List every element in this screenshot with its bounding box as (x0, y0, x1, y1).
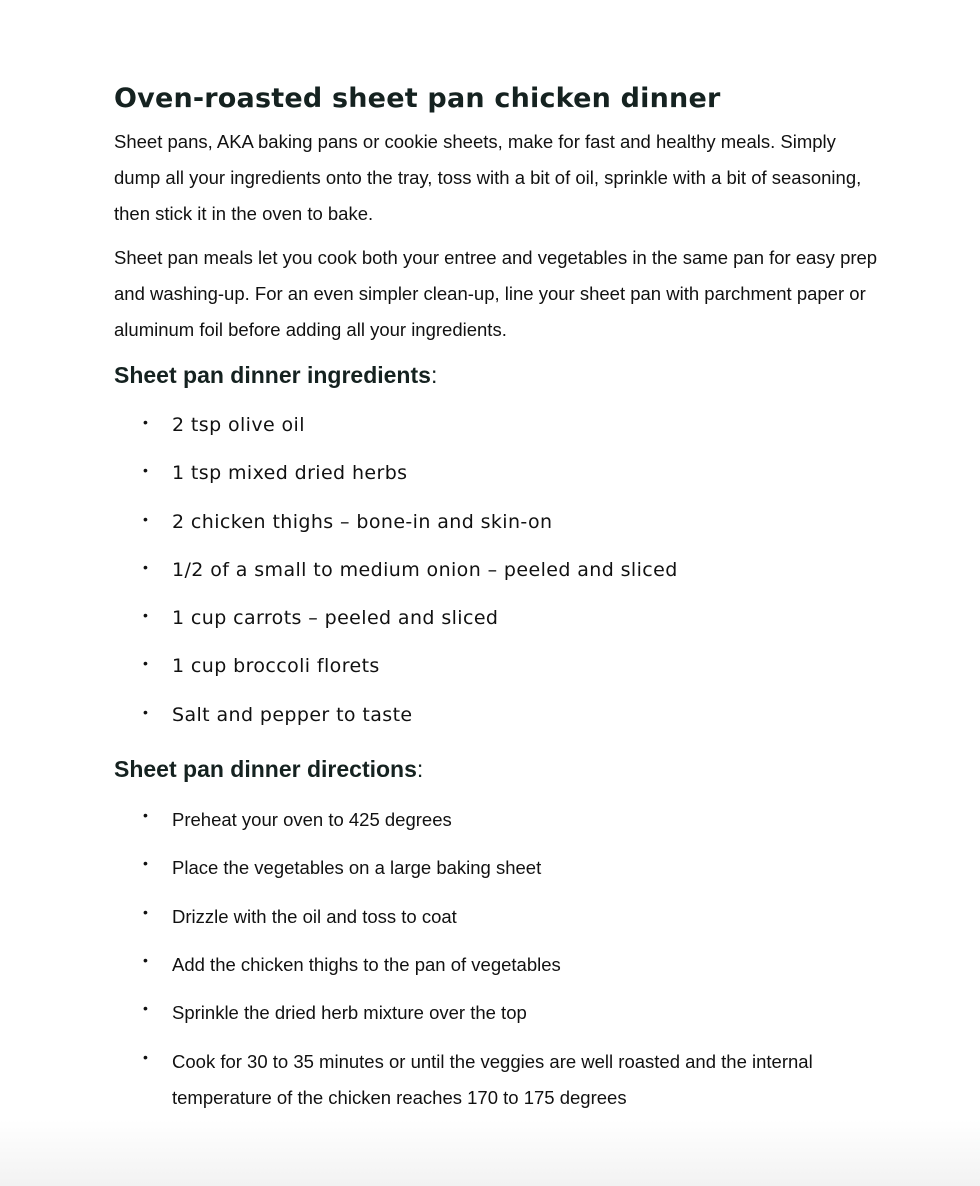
bullet-icon: • (143, 807, 148, 824)
page-title: Oven-roasted sheet pan chicken dinner (114, 83, 721, 114)
bullet-icon: • (143, 951, 148, 968)
bullet-icon: • (143, 558, 149, 575)
list-item (114, 653, 884, 679)
recipe-document (114, 80, 884, 1128)
ingredients-list (114, 412, 884, 728)
directions-heading-text: Sheet pan dinner directions (114, 756, 417, 783)
direction-text: Preheat your oven to 425 degrees (172, 809, 452, 831)
bullet-icon: • (143, 462, 149, 479)
bullet-icon: • (143, 607, 149, 624)
list-item (114, 509, 884, 535)
list-item (114, 850, 884, 886)
directions-list (114, 802, 884, 1115)
list-item (114, 702, 884, 728)
direction-text: Sprinkle the dried herb mixture over the top (172, 1002, 527, 1024)
ingredient-text: 2 tsp olive oil (172, 414, 305, 436)
bullet-icon: • (143, 903, 148, 920)
bullet-icon: • (143, 1048, 148, 1065)
bullet-icon: • (143, 703, 149, 720)
ingredients-heading-colon: : (430, 362, 438, 388)
list-item (114, 995, 884, 1031)
ingredient-text: Salt and pepper to taste (172, 703, 413, 726)
list-item (114, 899, 884, 935)
list-item (114, 802, 884, 838)
direction-text: Drizzle with the oil and toss to coat (172, 905, 457, 927)
direction-text: Add the chicken thighs to the pan of vegetables (172, 953, 561, 975)
bullet-icon: • (143, 510, 149, 527)
ingredient-text: 2 chicken thighs – bone-in and skin-on (172, 510, 553, 533)
list-item (114, 605, 884, 631)
list-item (114, 460, 884, 486)
directions-heading (114, 750, 884, 788)
bullet-icon: • (143, 855, 148, 872)
intro-paragraph-2: Sheet pan meals let you cook both your entree and vegetables in the same pan for easy prep and washing-up. For an even simpler clean-up, line your sheet pan with parchment paper or aluminum foil before adding all your ingredients. (114, 247, 878, 340)
intro-paragraph-1: Sheet pans, AKA baking pans or cookie sheets, make for fast and healthy meals. Simply dump all your ingredients onto the tray, toss with a bit of oil, sprinkle with a bit of seasoning, then stick it in the oven to bake. (114, 131, 862, 224)
ingredients-heading-text: Sheet pan dinner ingredients (114, 362, 431, 388)
ingredient-text: 1/2 of a small to medium onion – peeled and sliced (172, 558, 678, 581)
ingredient-text: 1 cup broccoli florets (172, 655, 380, 678)
list-item (114, 947, 884, 983)
ingredient-text: 1 cup carrots – peeled and sliced (172, 607, 499, 630)
list-item (114, 557, 884, 583)
directions-heading-colon: : (416, 756, 424, 783)
ingredient-text: 1 tsp mixed dried herbs (172, 462, 408, 485)
bullet-icon: • (143, 414, 149, 430)
bullet-icon: • (143, 655, 149, 672)
list-item (114, 1044, 884, 1116)
direction-text: Cook for 30 to 35 minutes or until the veggies are well roasted and the internal temperature of the chicken reaches 170 to 175 degrees (172, 1050, 813, 1108)
ingredients-heading (114, 356, 884, 394)
direction-text: Place the vegetables on a large baking sheet (172, 857, 542, 879)
list-item (114, 412, 884, 438)
bullet-icon: • (143, 1000, 148, 1017)
